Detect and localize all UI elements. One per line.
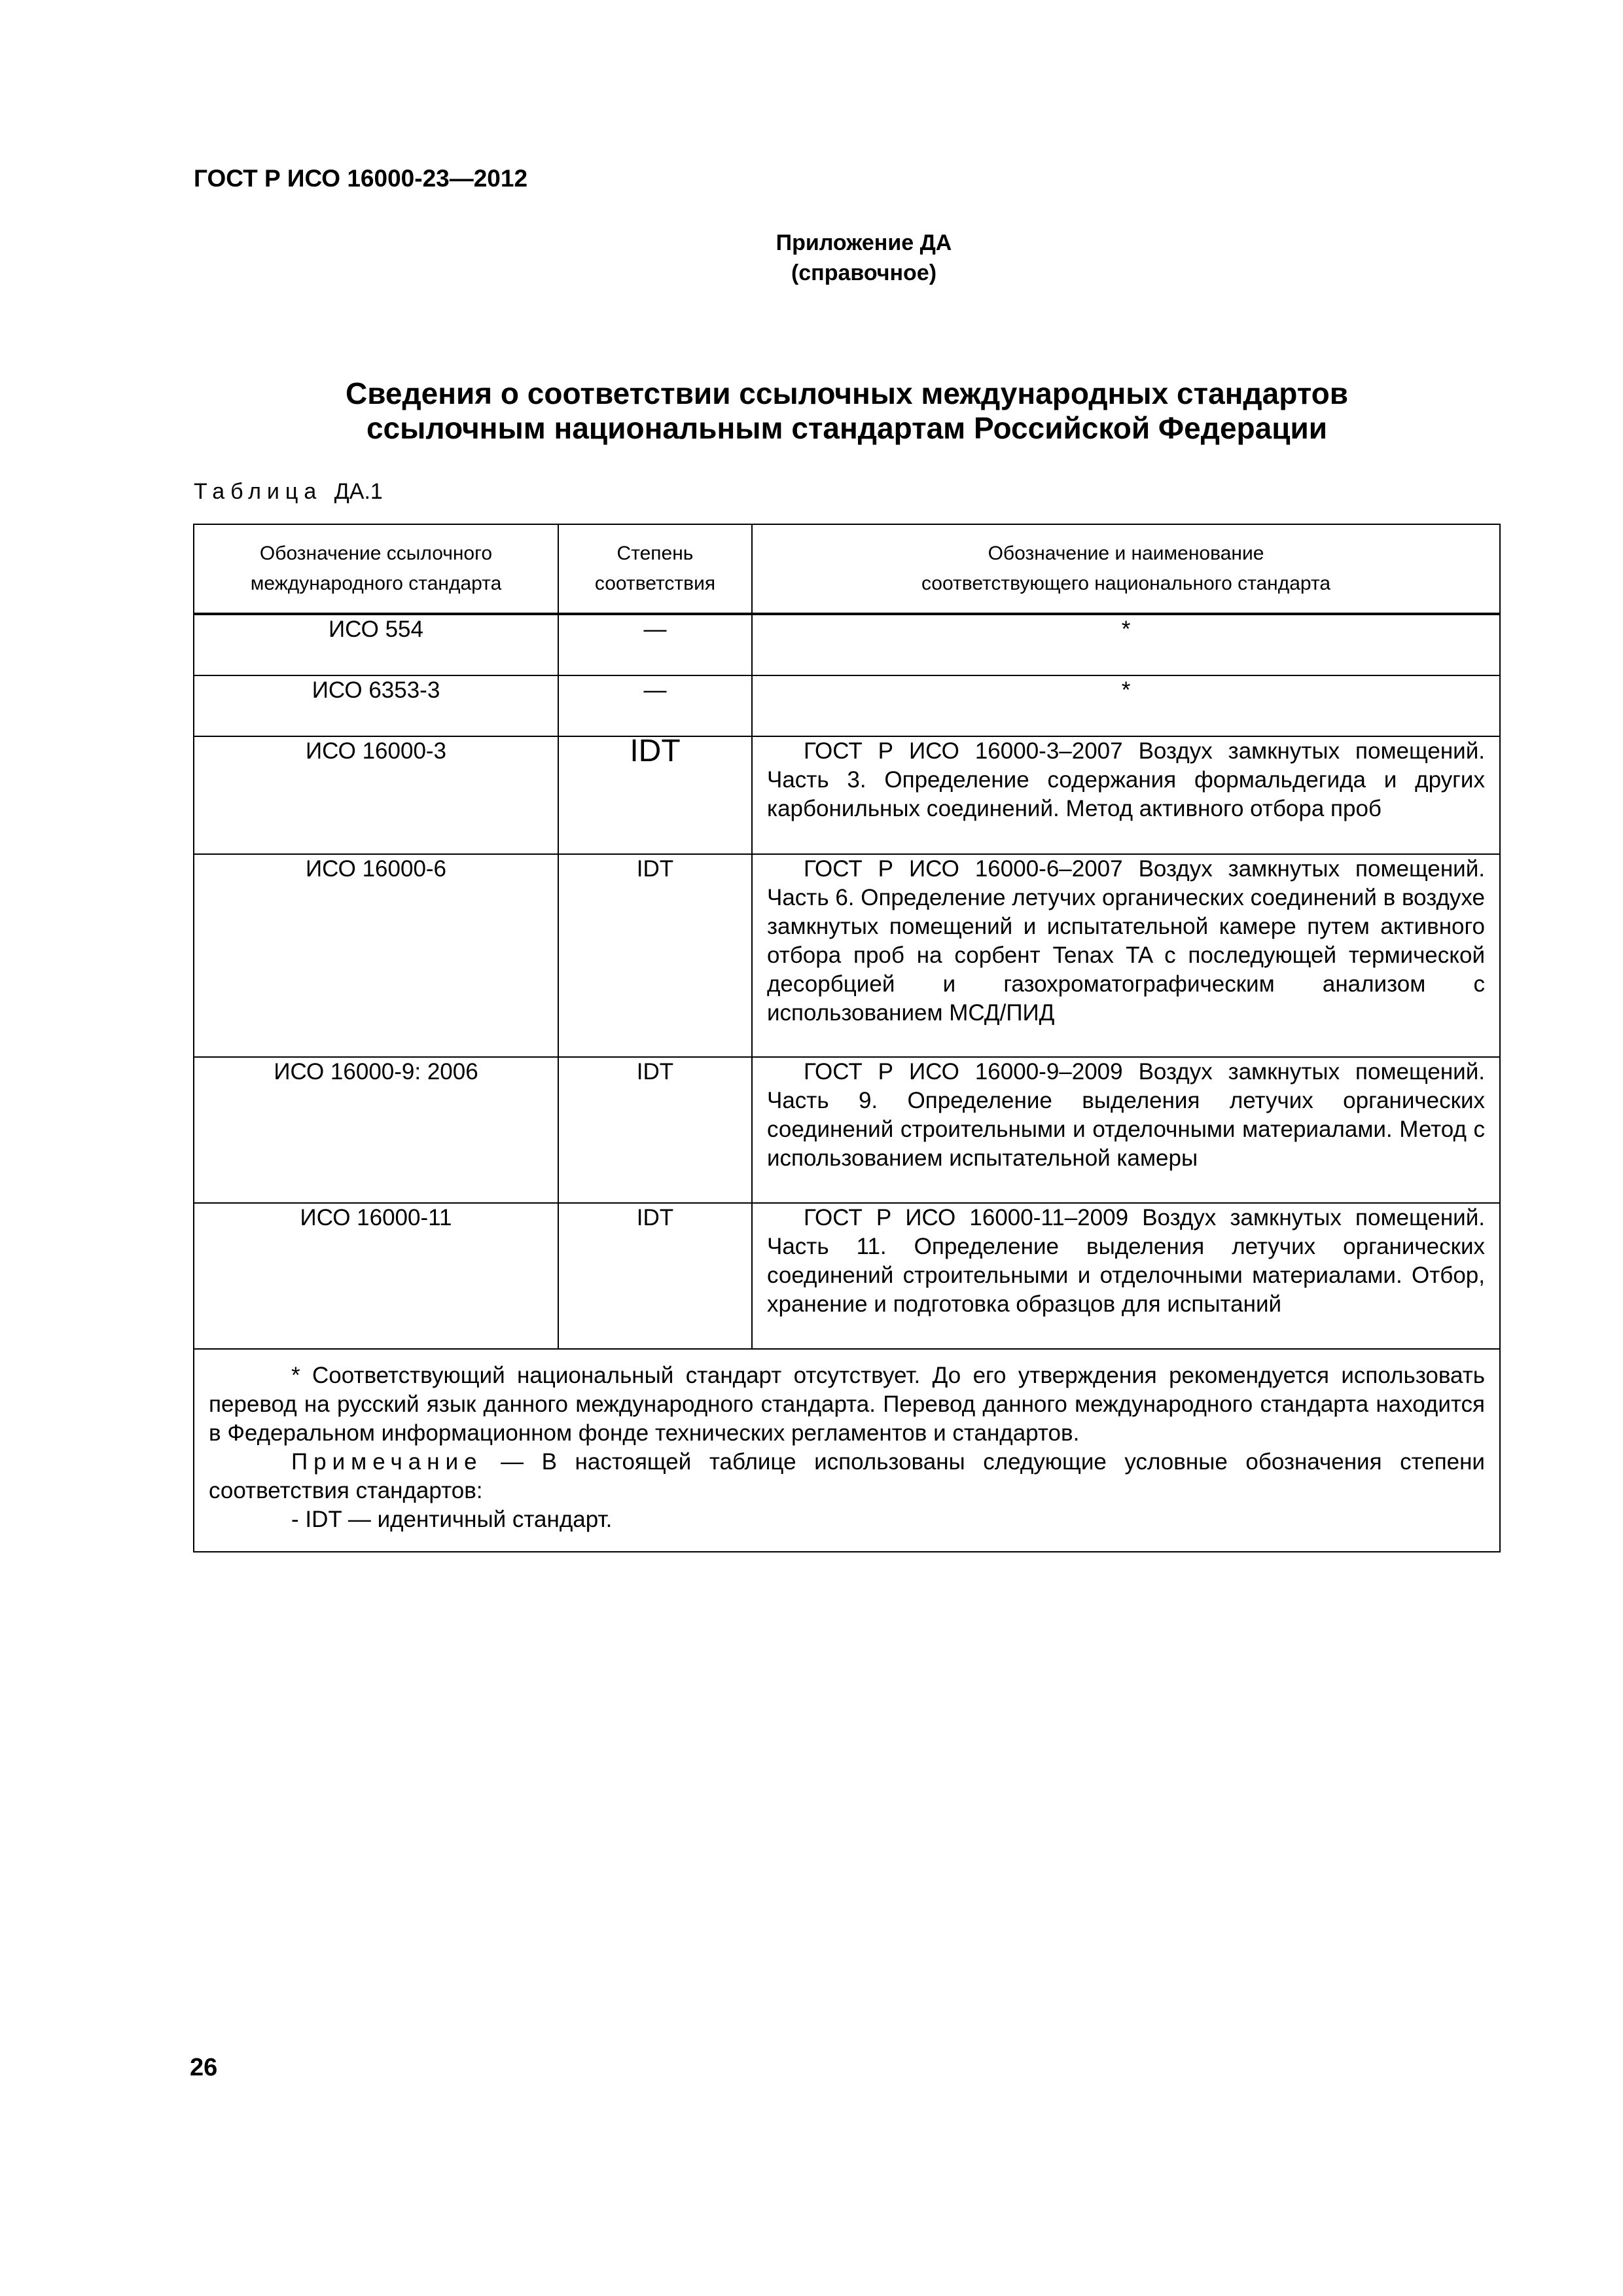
national-standard-cell: * [752,614,1500,675]
table-row [194,1203,1500,1349]
degree-cell: — [558,614,752,675]
note-label: Примечание [291,1449,483,1475]
column-header-intl [194,524,558,614]
table-footnote-cell [194,1349,1500,1552]
intl-standard-cell: ИСО 16000-3 [194,736,558,854]
table-caption-number: ДА.1 [334,479,383,504]
column-header-intl-line2: международного стандарта [250,573,502,594]
annex-title: Приложение ДА [776,230,952,255]
annex-type: (справочное) [791,260,937,285]
degree-cell: — [558,675,752,736]
national-standard-text: ГОСТ Р ИСО 16000-6–2007 Воздух замкнутых помещений. Часть 6. Определение летучих органических соединений в воздухе замкнутых помещений и испытательной камере путем активного отбора проб на сорбент Tenax TA с последующей термической десорбцией и газохроматографическим анализом с использованием МСД/ПИД [767,856,1485,1026]
national-standard-text: ГОСТ Р ИСО 16000-11–2009 Воздух замкнутых помещений. Часть 11. Определение выделения летучих органических соединений строительными и отделочными материалами. Отбор, хранение и подготовка образцов для испытаний [767,1205,1485,1317]
note-text: — В настоящей таблице использованы следующие условные обозначения степени соответствия стандартов: [209,1449,1485,1503]
national-standard-cell: * [752,675,1500,736]
national-standard-cell [752,1203,1500,1349]
degree-cell: IDT [558,736,752,854]
intl-standard-cell: ИСО 16000-11 [194,1203,558,1349]
correspondence-table [193,524,1501,1552]
table-caption [194,479,383,505]
degree-cell: IDT [558,1203,752,1349]
column-header-national-line1: Обозначение и наименование [988,543,1264,564]
section-title-line2: ссылочным национальным стандартам Российской Федерации [366,411,1328,445]
table-footnote-row [194,1349,1500,1552]
document-code: ГОСТ Р ИСО 16000-23—2012 [194,165,528,192]
note-item: - IDT — идентичный стандарт. [291,1507,613,1532]
intl-standard-cell: ИСО 16000-9: 2006 [194,1057,558,1203]
intl-standard-cell: ИСО 16000-6 [194,854,558,1057]
annex-heading [668,228,1060,288]
degree-cell: IDT [558,854,752,1057]
intl-standard-cell: ИСО 554 [194,614,558,675]
degree-cell: IDT [558,1057,752,1203]
table-note [209,1448,1485,1505]
table-row [194,1057,1500,1203]
national-standard-text: ГОСТ Р ИСО 16000-9–2009 Воздух замкнутых помещений. Часть 9. Определение выделения летучих органических соединений строительными и отделочными материалами. Метод с использованием испытательной камеры [767,1059,1485,1171]
column-header-degree-line2: соответствия [594,573,716,594]
footnote-text: * Соответствующий национальный стандарт отсутствует. До его утверждения рекомендуется использовать перевод на русский язык данного международного стандарта. Перевод данного международного стандарта находится в Федеральном информационном фонде технических регламентов и стандартов. [209,1363,1485,1446]
table-caption-word: Таблица [194,479,323,504]
column-header-national-line2: соответствующего национального стандарта [921,573,1331,594]
section-title [194,376,1500,446]
column-header-degree [558,524,752,614]
column-header-intl-line1: Обозначение ссылочного [259,543,493,564]
national-standard-cell [752,736,1500,854]
column-header-degree-line1: Степень [616,543,694,564]
table-row [194,675,1500,736]
column-header-national [752,524,1500,614]
national-standard-cell [752,1057,1500,1203]
page-number: 26 [190,2054,218,2081]
table-row [194,736,1500,854]
intl-standard-cell: ИСО 6353-3 [194,675,558,736]
table-header-row [194,524,1500,614]
table-row [194,854,1500,1057]
table-row [194,614,1500,675]
national-standard-text: ГОСТ Р ИСО 16000-3–2007 Воздух замкнутых помещений. Часть 3. Определение содержания формальдегида и других карбонильных соединений. Метод активного отбора проб [767,738,1485,821]
section-title-line1: Сведения о соответствии ссылочных международных стандартов [345,376,1349,410]
national-standard-cell [752,854,1500,1057]
